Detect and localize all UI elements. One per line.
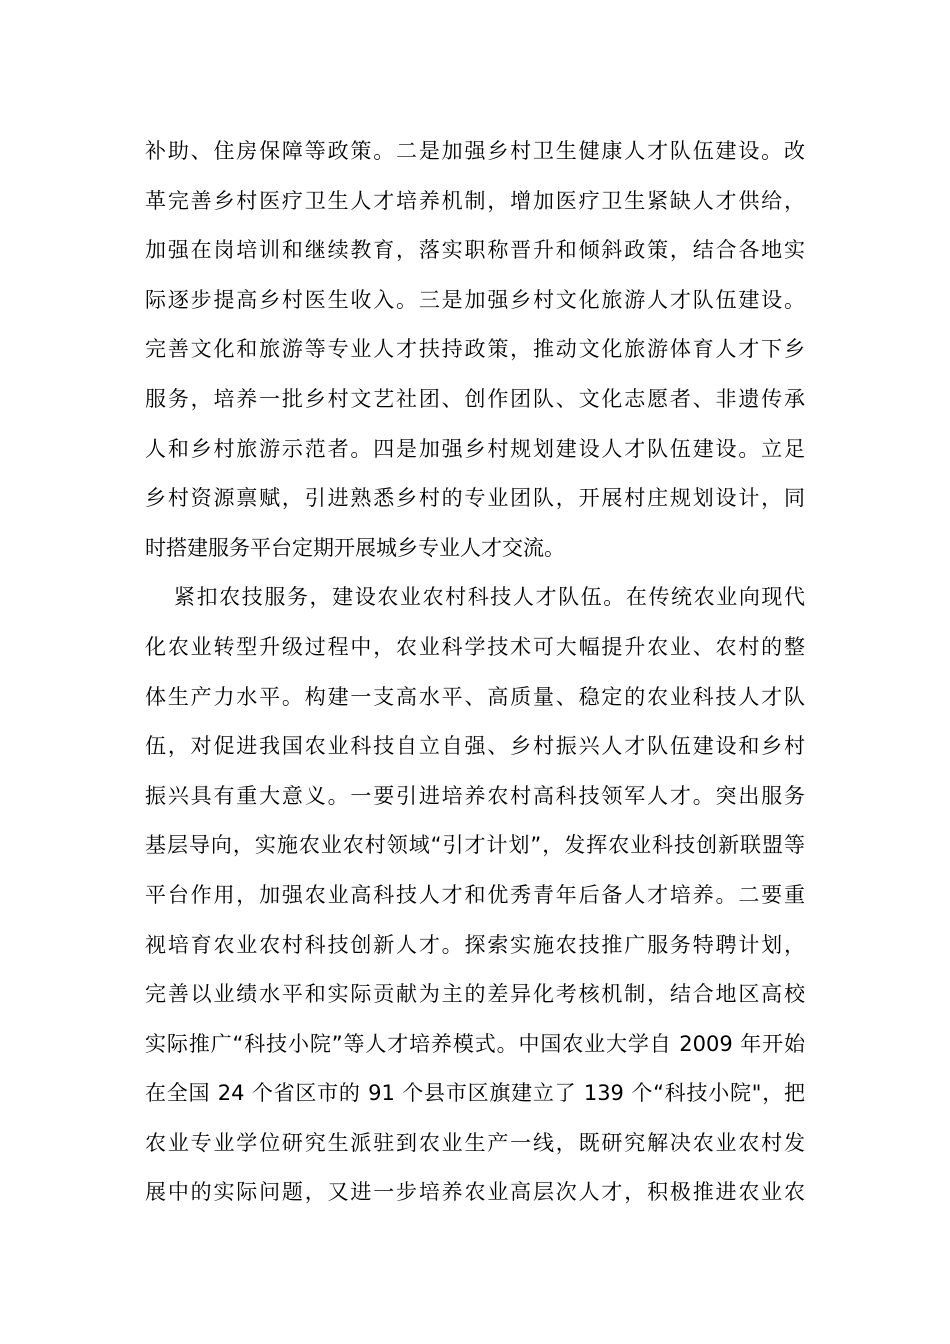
body-text <box>145 127 805 1218</box>
text-line: 平台作用，加强农业高科技人才和优秀青年后备人才培养。二要重 <box>145 882 805 907</box>
text-line: 人和乡村旅游示范者。四是加强乡村规划建设人才队伍建设。立足 <box>145 436 805 461</box>
text-line: 乡村资源禀赋，引进熟悉乡村的专业团队，开展村庄规划设计，同 <box>145 486 805 511</box>
text-line: 际逐步提高乡村医生收入。三是加强乡村文化旅游人才队伍建设。 <box>145 287 805 312</box>
text-line: 时搭建服务平台定期开展城乡专业人才交流。 <box>145 535 565 560</box>
text-line: 完善文化和旅游等专业人才扶持政策，推动文化旅游体育人才下乡 <box>145 337 805 362</box>
text-line: 在全国 24 个省区市的 91 个县市区旗建立了 139 个“科技小院"，把 <box>145 1081 805 1106</box>
text-line: 完善以业绩水平和实际贡献为主的差异化考核机制，结合地区高校 <box>145 982 805 1007</box>
text-line: 服务，培养一批乡村文艺社团、创作团队、文化志愿者、非遗传承 <box>145 386 805 411</box>
text-line: 补助、住房保障等政策。二是加强乡村卫生健康人才队伍建设。改 <box>145 139 805 163</box>
paragraph-1 <box>145 127 805 573</box>
text-line: 农业专业学位研究生派驻到农业生产一线，既研究解决农业农村发 <box>145 1130 805 1155</box>
text-line: 化农业转型升级过程中，农业科学技术可大幅提升农业、农村的整 <box>145 634 805 659</box>
text-line: 展中的实际问题，又进一步培养农业高层次人才，积极推进农业农 <box>145 1180 805 1205</box>
text-line: 紧扣农技服务，建设农业农村科技人才队伍。在传统农业向现代 <box>174 585 805 610</box>
text-line: 伍，对促进我国农业科技自立自强、乡村振兴人才队伍建设和乡村 <box>145 734 805 759</box>
text-line: 视培育农业农村科技创新人才。探索实施农技推广服务特聘计划， <box>145 932 805 957</box>
text-line: 革完善乡村医疗卫生人才培养机制，增加医疗卫生紧缺人才供给， <box>145 188 805 213</box>
text-line: 加强在岗培训和继续教育，落实职称晋升和倾斜政策，结合各地实 <box>145 238 805 263</box>
text-line: 体生产力水平。构建一支高水平、高质量、稳定的农业科技人才队 <box>145 684 805 709</box>
paragraph-2 <box>145 573 805 1218</box>
text-line: 基层导向，实施农业农村领域“引才计划”，发挥农业科技创新联盟等 <box>145 833 805 858</box>
text-line: 实际推广“科技小院”等人才培养模式。中国农业大学自 2009 年开始 <box>145 1031 805 1056</box>
text-line: 振兴具有重大意义。一要引进培养农村高科技领军人才。突出服务 <box>145 783 805 808</box>
